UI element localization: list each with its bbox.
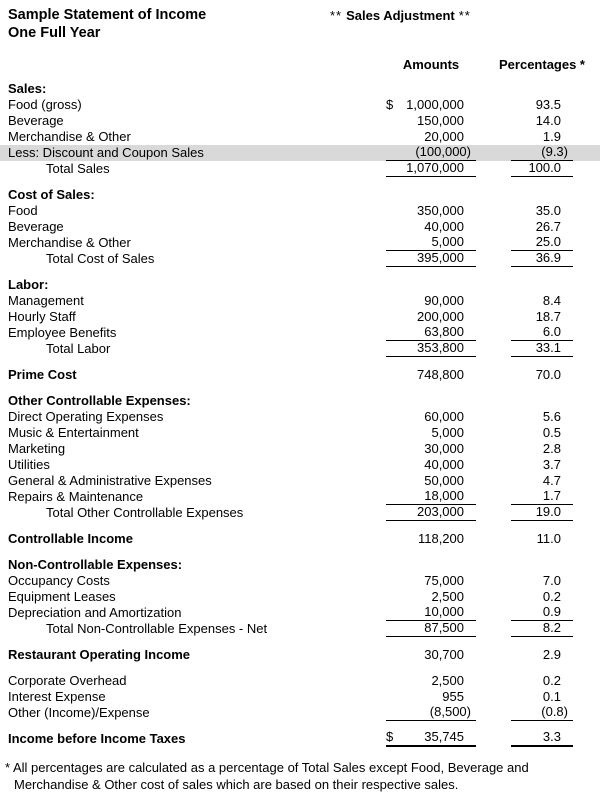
percentage-value: 0.5 bbox=[542, 425, 561, 440]
amount-cell bbox=[386, 203, 476, 219]
percentage-value: 35.0 bbox=[535, 203, 561, 218]
percentage-value: 2.9 bbox=[542, 647, 561, 662]
row-label: Less: Discount and Coupon Sales bbox=[8, 145, 204, 160]
row-label: Beverage bbox=[8, 113, 64, 128]
amount-value: 353,800 bbox=[417, 340, 464, 355]
percentage-cell bbox=[511, 731, 573, 747]
section-header-non-controllable-expenses bbox=[0, 557, 600, 573]
section-other-controllable-expenses bbox=[0, 393, 600, 521]
percentage-cell bbox=[511, 689, 573, 705]
row-label: Music & Entertainment bbox=[8, 425, 139, 440]
amount-value: 20,000 bbox=[424, 129, 464, 144]
row-less-discount-and-coupon-sales bbox=[0, 145, 600, 161]
row-corporate-overhead bbox=[0, 673, 600, 689]
amount-cell bbox=[386, 409, 476, 425]
amount-cell bbox=[386, 325, 476, 341]
percentage-value: 0.2 bbox=[542, 589, 561, 604]
row-label: Interest Expense bbox=[8, 689, 106, 704]
percentage-cell bbox=[511, 251, 573, 267]
row-label: Beverage bbox=[8, 219, 64, 234]
percentage-value: 0.2 bbox=[542, 673, 561, 688]
percentage-value: 4.7 bbox=[542, 473, 561, 488]
row-label: Hourly Staff bbox=[8, 309, 76, 324]
section-cost-of-sales bbox=[0, 187, 600, 267]
percentage-cell bbox=[511, 705, 573, 721]
section-header-label: Labor: bbox=[8, 277, 49, 292]
amount-cell bbox=[386, 161, 476, 177]
amount-cell bbox=[386, 145, 476, 161]
percentage-cell bbox=[511, 367, 573, 383]
percentage-value: 1.9 bbox=[542, 129, 561, 144]
page-title-line2: One Full Year bbox=[8, 25, 101, 41]
row-total-other-controllable-expenses bbox=[0, 505, 600, 521]
percentage-cell bbox=[511, 473, 573, 489]
percentage-cell bbox=[511, 341, 573, 357]
percentage-cell bbox=[511, 489, 573, 505]
row-music-entertainment bbox=[0, 425, 600, 441]
amount-value: 2,500 bbox=[431, 589, 464, 604]
row-label: Repairs & Maintenance bbox=[8, 489, 144, 504]
percentage-value: 70.0 bbox=[535, 367, 561, 382]
amount-value: 200,000 bbox=[417, 309, 464, 324]
row-label: Merchandise & Other bbox=[8, 129, 131, 144]
sales-adjustment-banner bbox=[330, 8, 471, 23]
amount-cell bbox=[386, 293, 476, 309]
amount-value: 30,000 bbox=[424, 441, 464, 456]
section-header-cost-of-sales bbox=[0, 187, 600, 203]
percentage-value: 8.4 bbox=[542, 293, 561, 308]
row-general-administrative-expenses bbox=[0, 473, 600, 489]
percentage-value: 3.3 bbox=[542, 729, 561, 744]
percentage-value: (9.3) bbox=[541, 144, 568, 159]
percentage-cell bbox=[511, 425, 573, 441]
amount-cell bbox=[386, 589, 476, 605]
row-total-non-controllable-expenses-net bbox=[0, 621, 600, 637]
row-label: Food bbox=[8, 203, 38, 218]
row-label: Total Cost of Sales bbox=[46, 251, 155, 266]
amount-cell bbox=[386, 457, 476, 473]
percentages-column-header-label: Percentages * bbox=[499, 57, 585, 72]
amounts-column-header bbox=[386, 57, 476, 73]
percentage-cell bbox=[511, 325, 573, 341]
section-non-controllable-expenses bbox=[0, 557, 600, 637]
row-beverage bbox=[0, 219, 600, 235]
row-employee-benefits bbox=[0, 325, 600, 341]
document-header bbox=[8, 6, 600, 44]
percentage-value: 14.0 bbox=[535, 113, 561, 128]
percentage-cell bbox=[511, 293, 573, 309]
percentage-value: 8.2 bbox=[542, 620, 561, 635]
amount-cell bbox=[386, 309, 476, 325]
percentage-value: 11.0 bbox=[536, 531, 561, 546]
row-beverage bbox=[0, 113, 600, 129]
percentage-cell bbox=[511, 203, 573, 219]
row-label: Income before Income Taxes bbox=[8, 731, 186, 746]
amount-value: 30,700 bbox=[424, 647, 464, 662]
row-label: Occupancy Costs bbox=[8, 573, 110, 588]
section-header-label: Other Controllable Expenses: bbox=[8, 393, 191, 408]
section-prime-cost bbox=[0, 367, 600, 383]
amount-cell bbox=[386, 219, 476, 235]
section-header-label: Sales: bbox=[8, 81, 47, 96]
amount-cell bbox=[386, 251, 476, 267]
amount-cell bbox=[386, 673, 476, 689]
row-label: Merchandise & Other bbox=[8, 235, 131, 250]
row-depreciation-and-amortization bbox=[0, 605, 600, 621]
amount-value: 87,500 bbox=[424, 620, 464, 635]
section-restaurant-operating-income bbox=[0, 647, 600, 663]
amount-value: 5,000 bbox=[431, 234, 464, 249]
percentage-cell bbox=[511, 161, 573, 177]
amount-value: 35,745 bbox=[424, 729, 464, 744]
amount-cell bbox=[386, 235, 476, 251]
amount-value: 350,000 bbox=[417, 203, 464, 218]
section-header-other-controllable-expenses bbox=[0, 393, 600, 409]
banner-prefix-stars: ** bbox=[330, 8, 343, 23]
section-labor bbox=[0, 277, 600, 357]
row-label: Prime Cost bbox=[8, 367, 77, 382]
row-label: General & Administrative Expenses bbox=[8, 473, 212, 488]
amount-value: 40,000 bbox=[424, 219, 464, 234]
amount-cell bbox=[386, 731, 476, 747]
percentage-cell bbox=[511, 129, 573, 145]
row-total-sales bbox=[0, 161, 600, 177]
row-label: Other (Income)/Expense bbox=[8, 705, 150, 720]
percentage-cell bbox=[511, 505, 573, 521]
row-label: Equipment Leases bbox=[8, 589, 116, 604]
section-controllable-income bbox=[0, 531, 600, 547]
amount-value: 748,800 bbox=[417, 367, 464, 382]
amount-value: 150,000 bbox=[417, 113, 464, 128]
row-label: Management bbox=[8, 293, 84, 308]
row-interest-expense bbox=[0, 689, 600, 705]
percentage-value: 25.0 bbox=[535, 234, 561, 249]
amount-value: (8,500) bbox=[429, 704, 471, 719]
banner-suffix-stars: ** bbox=[458, 8, 471, 23]
percentage-value: 6.0 bbox=[542, 324, 561, 339]
row-label: Total Sales bbox=[46, 161, 110, 176]
row-occupancy-costs bbox=[0, 573, 600, 589]
amount-cell bbox=[386, 531, 476, 547]
row-label: Total Labor bbox=[46, 341, 111, 356]
statement-table bbox=[0, 81, 600, 747]
amount-value: 10,000 bbox=[424, 604, 464, 619]
amount-cell bbox=[386, 489, 476, 505]
amount-value: (100,000) bbox=[415, 144, 471, 159]
amount-value: 50,000 bbox=[424, 473, 464, 488]
percentage-value: 26.7 bbox=[535, 219, 561, 234]
percentage-cell bbox=[511, 113, 573, 129]
amount-cell bbox=[386, 473, 476, 489]
row-hourly-staff bbox=[0, 309, 600, 325]
row-total-cost-of-sales bbox=[0, 251, 600, 267]
section-sales bbox=[0, 81, 600, 177]
percentage-cell bbox=[511, 97, 573, 113]
row-merchandise-other bbox=[0, 129, 600, 145]
amount-value: 2,500 bbox=[431, 673, 464, 688]
percentage-value: 33.1 bbox=[535, 340, 561, 355]
amount-cell bbox=[386, 367, 476, 383]
amount-value: 40,000 bbox=[424, 457, 464, 472]
column-headers bbox=[0, 57, 600, 73]
column-header-spacer bbox=[8, 57, 386, 73]
row-restaurant-operating-income bbox=[0, 647, 600, 663]
amount-cell bbox=[386, 129, 476, 145]
row-label: Employee Benefits bbox=[8, 325, 117, 340]
percentage-cell bbox=[511, 673, 573, 689]
amount-cell bbox=[386, 647, 476, 663]
dollar-sign: $ bbox=[386, 97, 394, 112]
row-label: Depreciation and Amortization bbox=[8, 605, 182, 620]
footnote-line2: Merchandise & Other cost of sales which are based on their respective sales. bbox=[14, 777, 459, 792]
amount-value: 1,070,000 bbox=[406, 160, 464, 175]
row-prime-cost bbox=[0, 367, 600, 383]
percentage-cell bbox=[511, 219, 573, 235]
amount-cell bbox=[386, 425, 476, 441]
footnote-line1: * All percentages are calculated as a percentage of Total Sales except Food, Beverage and bbox=[5, 760, 529, 775]
percentage-cell bbox=[511, 309, 573, 325]
amount-value: 90,000 bbox=[424, 293, 464, 308]
percentage-value: 7.0 bbox=[542, 573, 561, 588]
percentage-cell bbox=[511, 145, 573, 161]
percentage-cell bbox=[511, 409, 573, 425]
row-repairs-maintenance bbox=[0, 489, 600, 505]
banner-label: Sales Adjustment bbox=[346, 8, 455, 23]
amounts-column-header-label: Amounts bbox=[402, 57, 460, 72]
percentage-value: 93.5 bbox=[535, 97, 561, 112]
amount-cell bbox=[386, 689, 476, 705]
amount-value: 63,800 bbox=[424, 324, 464, 339]
percentage-value: 2.8 bbox=[542, 441, 561, 456]
percentage-cell bbox=[511, 531, 573, 547]
percentage-cell bbox=[511, 621, 573, 637]
dollar-sign: $ bbox=[386, 729, 394, 744]
percentage-cell bbox=[511, 647, 573, 663]
percentage-cell bbox=[511, 589, 573, 605]
row-management bbox=[0, 293, 600, 309]
amount-cell bbox=[386, 97, 476, 113]
percentage-cell bbox=[511, 235, 573, 251]
row-label: Utilities bbox=[8, 457, 50, 472]
row-food bbox=[0, 203, 600, 219]
amount-cell bbox=[386, 605, 476, 621]
row-direct-operating-expenses bbox=[0, 409, 600, 425]
row-equipment-leases bbox=[0, 589, 600, 605]
amount-value: 955 bbox=[442, 689, 464, 704]
row-food-gross bbox=[0, 97, 600, 113]
row-label: Total Non-Controllable Expenses - Net bbox=[46, 621, 268, 636]
amount-value: 118,200 bbox=[417, 531, 464, 546]
percentage-cell bbox=[511, 573, 573, 589]
percentage-value: 1.7 bbox=[542, 488, 561, 503]
amount-cell bbox=[386, 505, 476, 521]
row-other-income-expense bbox=[0, 705, 600, 721]
percentage-cell bbox=[511, 441, 573, 457]
amount-cell bbox=[386, 573, 476, 589]
percentage-value: 3.7 bbox=[542, 457, 561, 472]
percentage-value: (0.8) bbox=[541, 704, 568, 719]
percentage-cell bbox=[511, 605, 573, 621]
amount-cell bbox=[386, 705, 476, 721]
row-utilities bbox=[0, 457, 600, 473]
row-label: Corporate Overhead bbox=[8, 673, 127, 688]
row-label: Controllable Income bbox=[8, 531, 133, 546]
row-income-before-income-taxes bbox=[0, 731, 600, 747]
percentage-value: 0.9 bbox=[542, 604, 561, 619]
row-label: Total Other Controllable Expenses bbox=[46, 505, 244, 520]
row-label: Restaurant Operating Income bbox=[8, 647, 191, 662]
percentage-value: 5.6 bbox=[542, 409, 561, 424]
row-marketing bbox=[0, 441, 600, 457]
row-controllable-income bbox=[0, 531, 600, 547]
row-total-labor bbox=[0, 341, 600, 357]
percentage-value: 100.0 bbox=[528, 160, 561, 175]
percentage-value: 36.9 bbox=[535, 250, 561, 265]
section-header-sales bbox=[0, 81, 600, 97]
section-header-label: Non-Controllable Expenses: bbox=[8, 557, 183, 572]
amount-cell bbox=[386, 621, 476, 637]
row-merchandise-other bbox=[0, 235, 600, 251]
percentage-value: 18.7 bbox=[535, 309, 561, 324]
amount-cell bbox=[386, 341, 476, 357]
amount-cell bbox=[386, 441, 476, 457]
row-label: Food (gross) bbox=[8, 97, 82, 112]
percentage-value: 19.0 bbox=[535, 504, 561, 519]
amount-value: 1,000,000 bbox=[406, 97, 464, 112]
section-header-label: Cost of Sales: bbox=[8, 187, 95, 202]
percentage-cell bbox=[511, 457, 573, 473]
amount-value: 395,000 bbox=[417, 250, 464, 265]
section-income-before-income-taxes bbox=[0, 731, 600, 747]
section-below-the-line bbox=[0, 673, 600, 721]
amount-value: 75,000 bbox=[424, 573, 464, 588]
percentage-value: 0.1 bbox=[542, 689, 561, 704]
section-header-labor bbox=[0, 277, 600, 293]
amount-value: 203,000 bbox=[417, 504, 464, 519]
amount-cell bbox=[386, 113, 476, 129]
row-label: Marketing bbox=[8, 441, 66, 456]
amount-value: 60,000 bbox=[424, 409, 464, 424]
amount-value: 5,000 bbox=[431, 425, 464, 440]
row-label: Direct Operating Expenses bbox=[8, 409, 164, 424]
percentages-column-header bbox=[499, 57, 585, 73]
page-title-line1: Sample Statement of Income bbox=[8, 7, 207, 23]
footnote bbox=[5, 759, 600, 793]
amount-value: 18,000 bbox=[424, 488, 464, 503]
